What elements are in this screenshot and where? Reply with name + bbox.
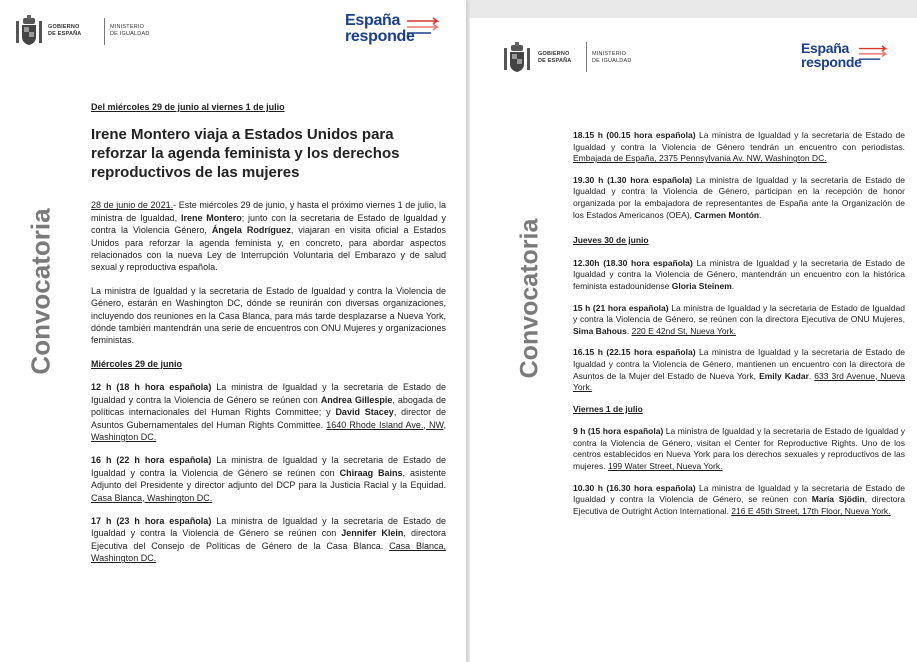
event-address: 199 Water Street, Nueva York. [607,461,723,472]
event-17h: 17 h (23 h hora española) La ministra de Igualdad y la secretaria de Estado de Igualdad y contra la Violencia de Género se reúnen con Jennifer Klein, directora Ejecutiva del Consejo de Políticas de Género de la Casa Blanca. Casa Blanca, Washington DC. [91,515,446,564]
convocatoria-side-label: Convocatoria [515,218,544,379]
ministerio-label: MINISTERIO DE IGUALDAD [110,24,150,37]
event-time: 18.15 h (00.15 hora española) [573,130,696,140]
event-address: Embajada de España, 2375 Pennsylvania Av. NW, Washington DC. [573,153,827,164]
event-16h: 16 h (22 h hora española) La ministra de Igualdad y la secretaria de Estado de Igualdad y contra la Violencia de Género se reúnen con Chiraag Bains, asistente Adjunto del Presidente y director adjunto del DCP para la Justicia Racial y la Equidad. Casa Blanca, Washington DC. [91,455,446,503]
page-2-body [573,130,905,527]
event-19-30h: 19.30 h (1.30 hora española) La ministra de Igualdad y la secretaria de Estado de Igualdad y contra la Violencia de Género, participan en la recepción de honor organizada por la embajadora de representantes de España ante la Organización de los Estados Americanos (OEA), Carmen Montón. [573,174,905,220]
name-angela-rodriguez: Ángela Rodríguez [211,225,291,236]
event-16-15h: 16.15 h (22.15 hora española) La ministra de Igualdad y la secretaria de Estado de Igualdad y contra la Violencia de Género, mantienen un encuentro con la directora de Asuntos de la Mujer del Estado de Nueva York, Emily Kadar. 633 3rd Avenue, Nueva York. [573,347,906,393]
event-address: Casa Blanca, Washington DC. [91,492,213,503]
arrows-icon [405,17,443,35]
event-9h: 9 h (15 hora española) La ministra de Igualdad y la secretaria de Estado de Igualdad y contra la Violencia de Género, visitan el Center for Reproductive Rights. Uno de los centros establecidos en Nueva York para los derechos sexuales y reproductivos de las mujeres. 199 Water Street, Nueva York. [573,426,906,472]
section-heading-miercoles: Miércoles 29 de junio [91,358,183,369]
event-address: 1640 Rhode Island Ave., NW, Washington DC. [91,419,446,442]
event-18-15h: 18.15 h (00.15 hora española) La ministra de Igualdad y la secretaria de Estado de Igualdad y contra la Violencia de Género tendrán un encuentro con periodistas. Embajada de España, 2375 Pennsylvania Av. NW, Washington DC. [573,130,906,164]
event-time: 12 h (18 h hora española) [91,382,212,393]
page-title: Irene Montero viaja a Estados Unidos para reforzar la agenda feminista y los derechos reproductivos de las mujeres [91,126,400,182]
event-time: 16 h (22 h hora española) [91,455,212,466]
event-15h: 15 h (21 hora española) La ministra de Igualdad y la secretaria de Estado de Igualdad y contra la Violencia de Género, se reúnen con la directora Ejecutiva de ONU Mujeres, Sima Bahous. 220 E 42nd St, Nueva York. [573,302,905,336]
event-time: 15 h (21 hora española) [573,302,669,313]
coat-of-arms-icon [502,42,532,76]
ministerio-label: MINISTERIO DE IGUALDAD [592,51,632,64]
header-divider [586,42,587,72]
document-page-2 [470,18,917,662]
gobierno-label: GOBIERNO DE ESPAÑA [48,24,82,37]
event-time: 9 h (15 hora española) [573,426,664,437]
event-12-30h: 12.30h (18.30 hora española) La ministra de Igualdad y la secretaria de Estado de Igualdad y contra la Violencia de Género, mantendrán un encuentro con la histórica feminista estadounidense Gloria Steinem. [573,257,906,291]
header-divider [104,18,105,45]
espana-responde-logo [345,13,415,45]
event-time: 10.30 h (16.30 hora española) [573,482,696,493]
name-irene-montero: Irene Montero [180,212,242,223]
logo-line-2: responde [345,28,415,45]
logo-line-1: España [345,12,401,29]
event-time: 16.15 h (22.15 hora española) [573,347,696,358]
event-address: 216 E 45th Street, 17th Floor, Nueva York. [731,505,891,516]
gobierno-label: GOBIERNO DE ESPAÑA [538,51,572,64]
coat-of-arms-icon [14,15,44,49]
event-time: 12.30h (18.30 hora española) [573,257,693,268]
logo-line-2: responde [801,54,862,70]
intro-date: 28 de junio de 2021. [91,200,174,211]
section-heading-viernes: Viernes 1 de julio [573,403,643,414]
date-range: Del miércoles 29 de junio al viernes 1 de julio [91,102,285,112]
convocatoria-side-label: Convocatoria [25,208,56,375]
arrows-icon [857,45,891,61]
event-address: 220 E 42nd St, Nueva York. [631,325,737,336]
section-heading-jueves: Jueves 30 de junio [573,235,649,246]
espana-responde-logo [801,41,862,69]
event-10-30h: 10.30 h (16.30 hora española) La ministra de Igualdad y la secretaria de Estado de Igualdad y contra la Violencia de Género, se reúnen con María Sjödin, directora Ejecutiva de Outright Action International. 216 E 45th Street, 17th Floor, Nueva York. [573,482,906,516]
page-1-body [91,101,446,576]
intro-paragraph: 28 de junio de 2021.- Este miércoles 29 de junio, y hasta el próximo viernes 1 de julio, la ministra de Igualdad, Irene Montero; junto con la secretaria de Estado de Igualdad y contra la Violencia Género, Ángela Rodríguez, viajaran en visita oficial a Estados Unidos para reforzar la agenda feminista y, en concreto, para abordar aspectos relacionados con la nueva Ley de Interrupción Voluntaria del Embarazo y de salud sexual y reproductiva española. [91,200,447,273]
second-paragraph: La ministra de Igualdad y la secretaria de Estado de Igualdad y contra la Violencia de Género, estarán en Washington DC, dónde se reunirán con diversas organizaciones, incluyendo dos reuniones en la Casa Blanca, para más tarde desplazarse a Nueva York, dónde también mantendrán una serie de encuentros con ONU Mujeres y organizaciones feministas. [91,285,446,346]
event-address: 633 3rd Avenue, Nueva York. [573,370,905,393]
event-time: 19.30 h (1.30 hora española) [573,174,693,185]
event-address: Casa Blanca, Washington DC. [91,540,446,564]
logo-line-1: España [801,40,849,56]
event-time: 17 h (23 h hora española) [91,515,212,526]
event-12h: 12 h (18 h hora española) La ministra de Igualdad y la secretaria de Estado de Igualdad y contra la Violencia de Género se reúnen con Andrea Gillespie, abogada de políticas internacionales del Human Rights Committee; y David Stacey, director de Asuntos Gubernamentales del Human Rights Committee. 1640 Rhode Island Ave., NW, Washington DC. [91,382,447,442]
